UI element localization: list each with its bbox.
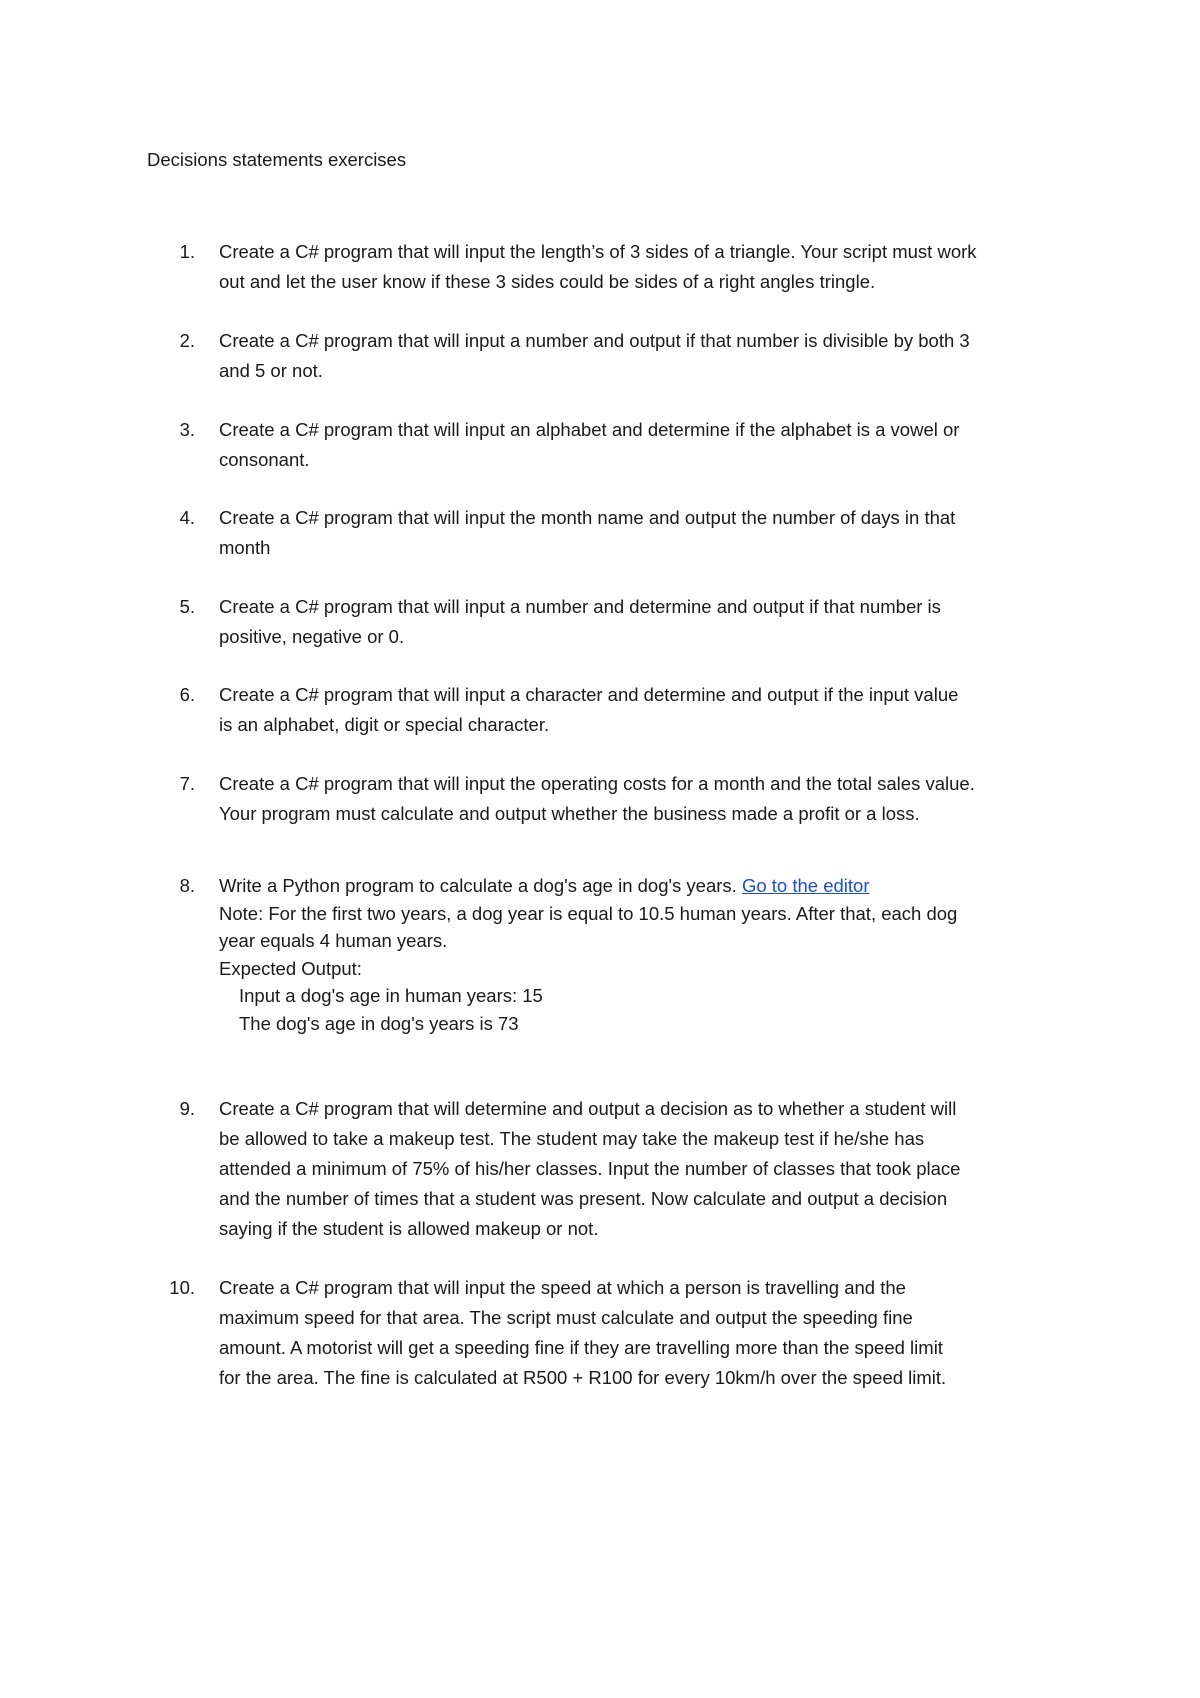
- item-line: consonant.: [219, 449, 310, 470]
- item-number: 4.: [179, 507, 195, 528]
- item-number: 9.: [179, 1098, 195, 1119]
- item-line: Create a C# program that will determine and output a decision as to whether a student will: [219, 1098, 957, 1119]
- item-number: 10.: [169, 1277, 195, 1298]
- expected-output-line: Input a dog's age in human years: 15: [239, 985, 543, 1006]
- item-line: Create a C# program that will input the length’s of 3 sides of a triangle. Your script must work: [219, 241, 977, 262]
- item-line: Create a C# program that will input a number and determine and output if that number is: [219, 596, 941, 617]
- item-line: Create a C# program that will input a character and determine and output if the input value: [219, 684, 959, 705]
- item-line: is an alphabet, digit or special character.: [219, 714, 550, 735]
- item-text: [219, 237, 1077, 297]
- item-line: Create a C# program that will input the speed at which a person is travelling and the: [219, 1277, 906, 1298]
- item-line: year equals 4 human years.: [219, 930, 448, 951]
- item-line: [219, 872, 1077, 900]
- item-line: Create a C# program that will input an alphabet and determine if the alphabet is a vowel or: [219, 419, 960, 440]
- item-number: 3.: [179, 419, 195, 440]
- item-text: [219, 326, 1077, 386]
- item-line: for the area. The fine is calculated at R500 + R100 for every 10km/h over the speed limit.: [219, 1367, 947, 1388]
- item-line: and the number of times that a student was present. Now calculate and output a decision: [219, 1188, 948, 1209]
- item-line: be allowed to take a makeup test. The student may take the makeup test if he/she has: [219, 1128, 925, 1149]
- item-number: 8.: [179, 875, 195, 896]
- item-line: Create a C# program that will input a number and output if that number is divisible by both 3: [219, 330, 970, 351]
- item-line-text: Write a Python program to calculate a dog's age in dog's years.: [219, 875, 742, 896]
- item-line: Your program must calculate and output whether the business made a profit or a loss.: [219, 803, 920, 824]
- document-title: Decisions statements exercises: [147, 149, 407, 170]
- item-text: [219, 680, 1077, 740]
- item-text: [219, 769, 1077, 829]
- item-line: Create a C# program that will input the month name and output the number of days in that: [219, 507, 956, 528]
- item-line: Note: For the first two years, a dog year is equal to 10.5 human years. After that, each dog: [219, 902, 958, 924]
- item-line: positive, negative or 0.: [219, 626, 405, 647]
- item-text: [219, 415, 1077, 475]
- item-text: [219, 503, 1077, 563]
- item-line: attended a minimum of 75% of his/her classes. Input the number of classes that took place: [219, 1158, 961, 1179]
- item-number: 2.: [179, 330, 195, 351]
- item-number: 6.: [179, 684, 195, 705]
- item-line: Create a C# program that will input the operating costs for a month and the total sales value.: [219, 773, 975, 794]
- go-to-editor-link[interactable]: Go to the editor: [741, 875, 870, 896]
- item-number: 1.: [179, 241, 195, 262]
- expected-output-line: The dog's age in dog's years is 73: [239, 1012, 519, 1034]
- item-number: 5.: [179, 596, 195, 617]
- item-line: and 5 or not.: [219, 360, 323, 381]
- item-line: out and let the user know if these 3 sides could be sides of a right angles tringle.: [219, 271, 876, 292]
- item-line: maximum speed for that area. The script must calculate and output the speeding fine: [219, 1307, 913, 1328]
- item-number: 7.: [179, 773, 195, 794]
- item-text: [219, 1094, 1077, 1244]
- item-line: Expected Output:: [219, 957, 362, 979]
- item-text: [219, 592, 1077, 652]
- item-line: amount. A motorist will get a speeding fine if they are travelling more than the speed limit: [219, 1337, 943, 1358]
- item-text: [219, 872, 1077, 1037]
- item-line: month: [219, 537, 271, 558]
- item-text: [219, 1273, 1077, 1393]
- item-line: saying if the student is allowed makeup or not.: [219, 1218, 599, 1239]
